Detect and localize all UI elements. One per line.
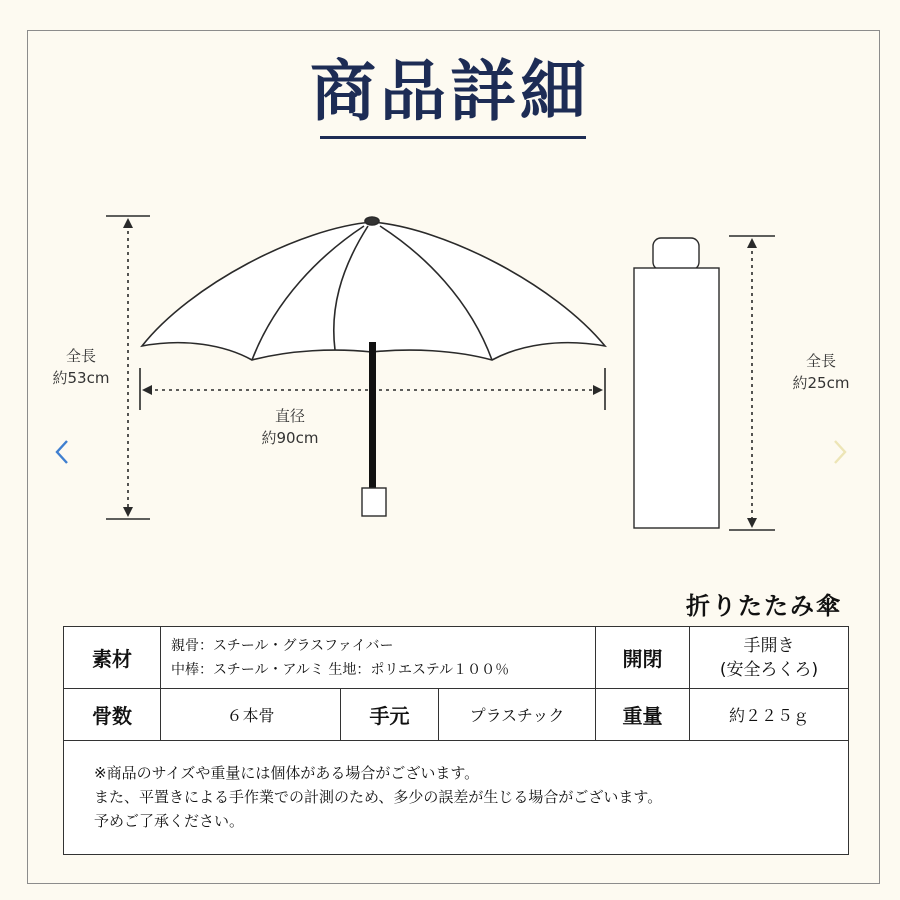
folded-umbrella-body <box>634 268 719 528</box>
handle-value: プラスチック <box>439 689 596 741</box>
notes-cell <box>64 741 849 855</box>
prev-slide-button[interactable] <box>52 438 72 466</box>
umbrella-shaft <box>369 342 376 490</box>
open-method-header: 開閉 <box>596 627 690 689</box>
page-title: 商品詳細 <box>310 53 590 130</box>
note-line: ※商品のサイズや重量には個体がある場合がございます。 <box>94 764 480 782</box>
diameter-label: 直径 約90cm <box>261 407 319 447</box>
spec-row-notes <box>64 741 849 855</box>
note-line: 予めご了承ください。 <box>94 812 245 830</box>
ribs-value: ６本骨 <box>161 689 341 741</box>
handle-header: 手元 <box>341 689 439 741</box>
weight-header: 重量 <box>596 689 690 741</box>
spec-row-material <box>64 627 849 689</box>
material-value: 親骨：スチール・グラスファイバー 中棒：スチール・アルミ 生地：ポリエステル１００％ <box>161 627 596 689</box>
spec-table <box>63 626 849 855</box>
open-method-value: 手開き (安全ろくろ) <box>690 627 849 689</box>
weight-value: 約２２５ｇ <box>690 689 849 741</box>
ribs-header: 骨数 <box>64 689 161 741</box>
chevron-left-icon <box>52 438 72 466</box>
material-header: 素材 <box>64 627 161 689</box>
next-slide-button[interactable] <box>830 438 850 466</box>
note-line: また、平置きによる手作業での計測のため、多少の誤差が生じる場合がございます。 <box>94 788 663 806</box>
folded-length-label: 全長 約25cm <box>792 352 850 392</box>
umbrella-handle <box>362 488 386 516</box>
open-length-label: 全長 約53cm <box>52 347 110 387</box>
chevron-right-icon <box>830 438 850 466</box>
product-type-label: 折りたたみ傘 <box>686 592 842 620</box>
umbrella-canopy <box>142 222 605 360</box>
folded-umbrella-cap <box>653 238 699 270</box>
spec-row-ribs <box>64 689 849 741</box>
